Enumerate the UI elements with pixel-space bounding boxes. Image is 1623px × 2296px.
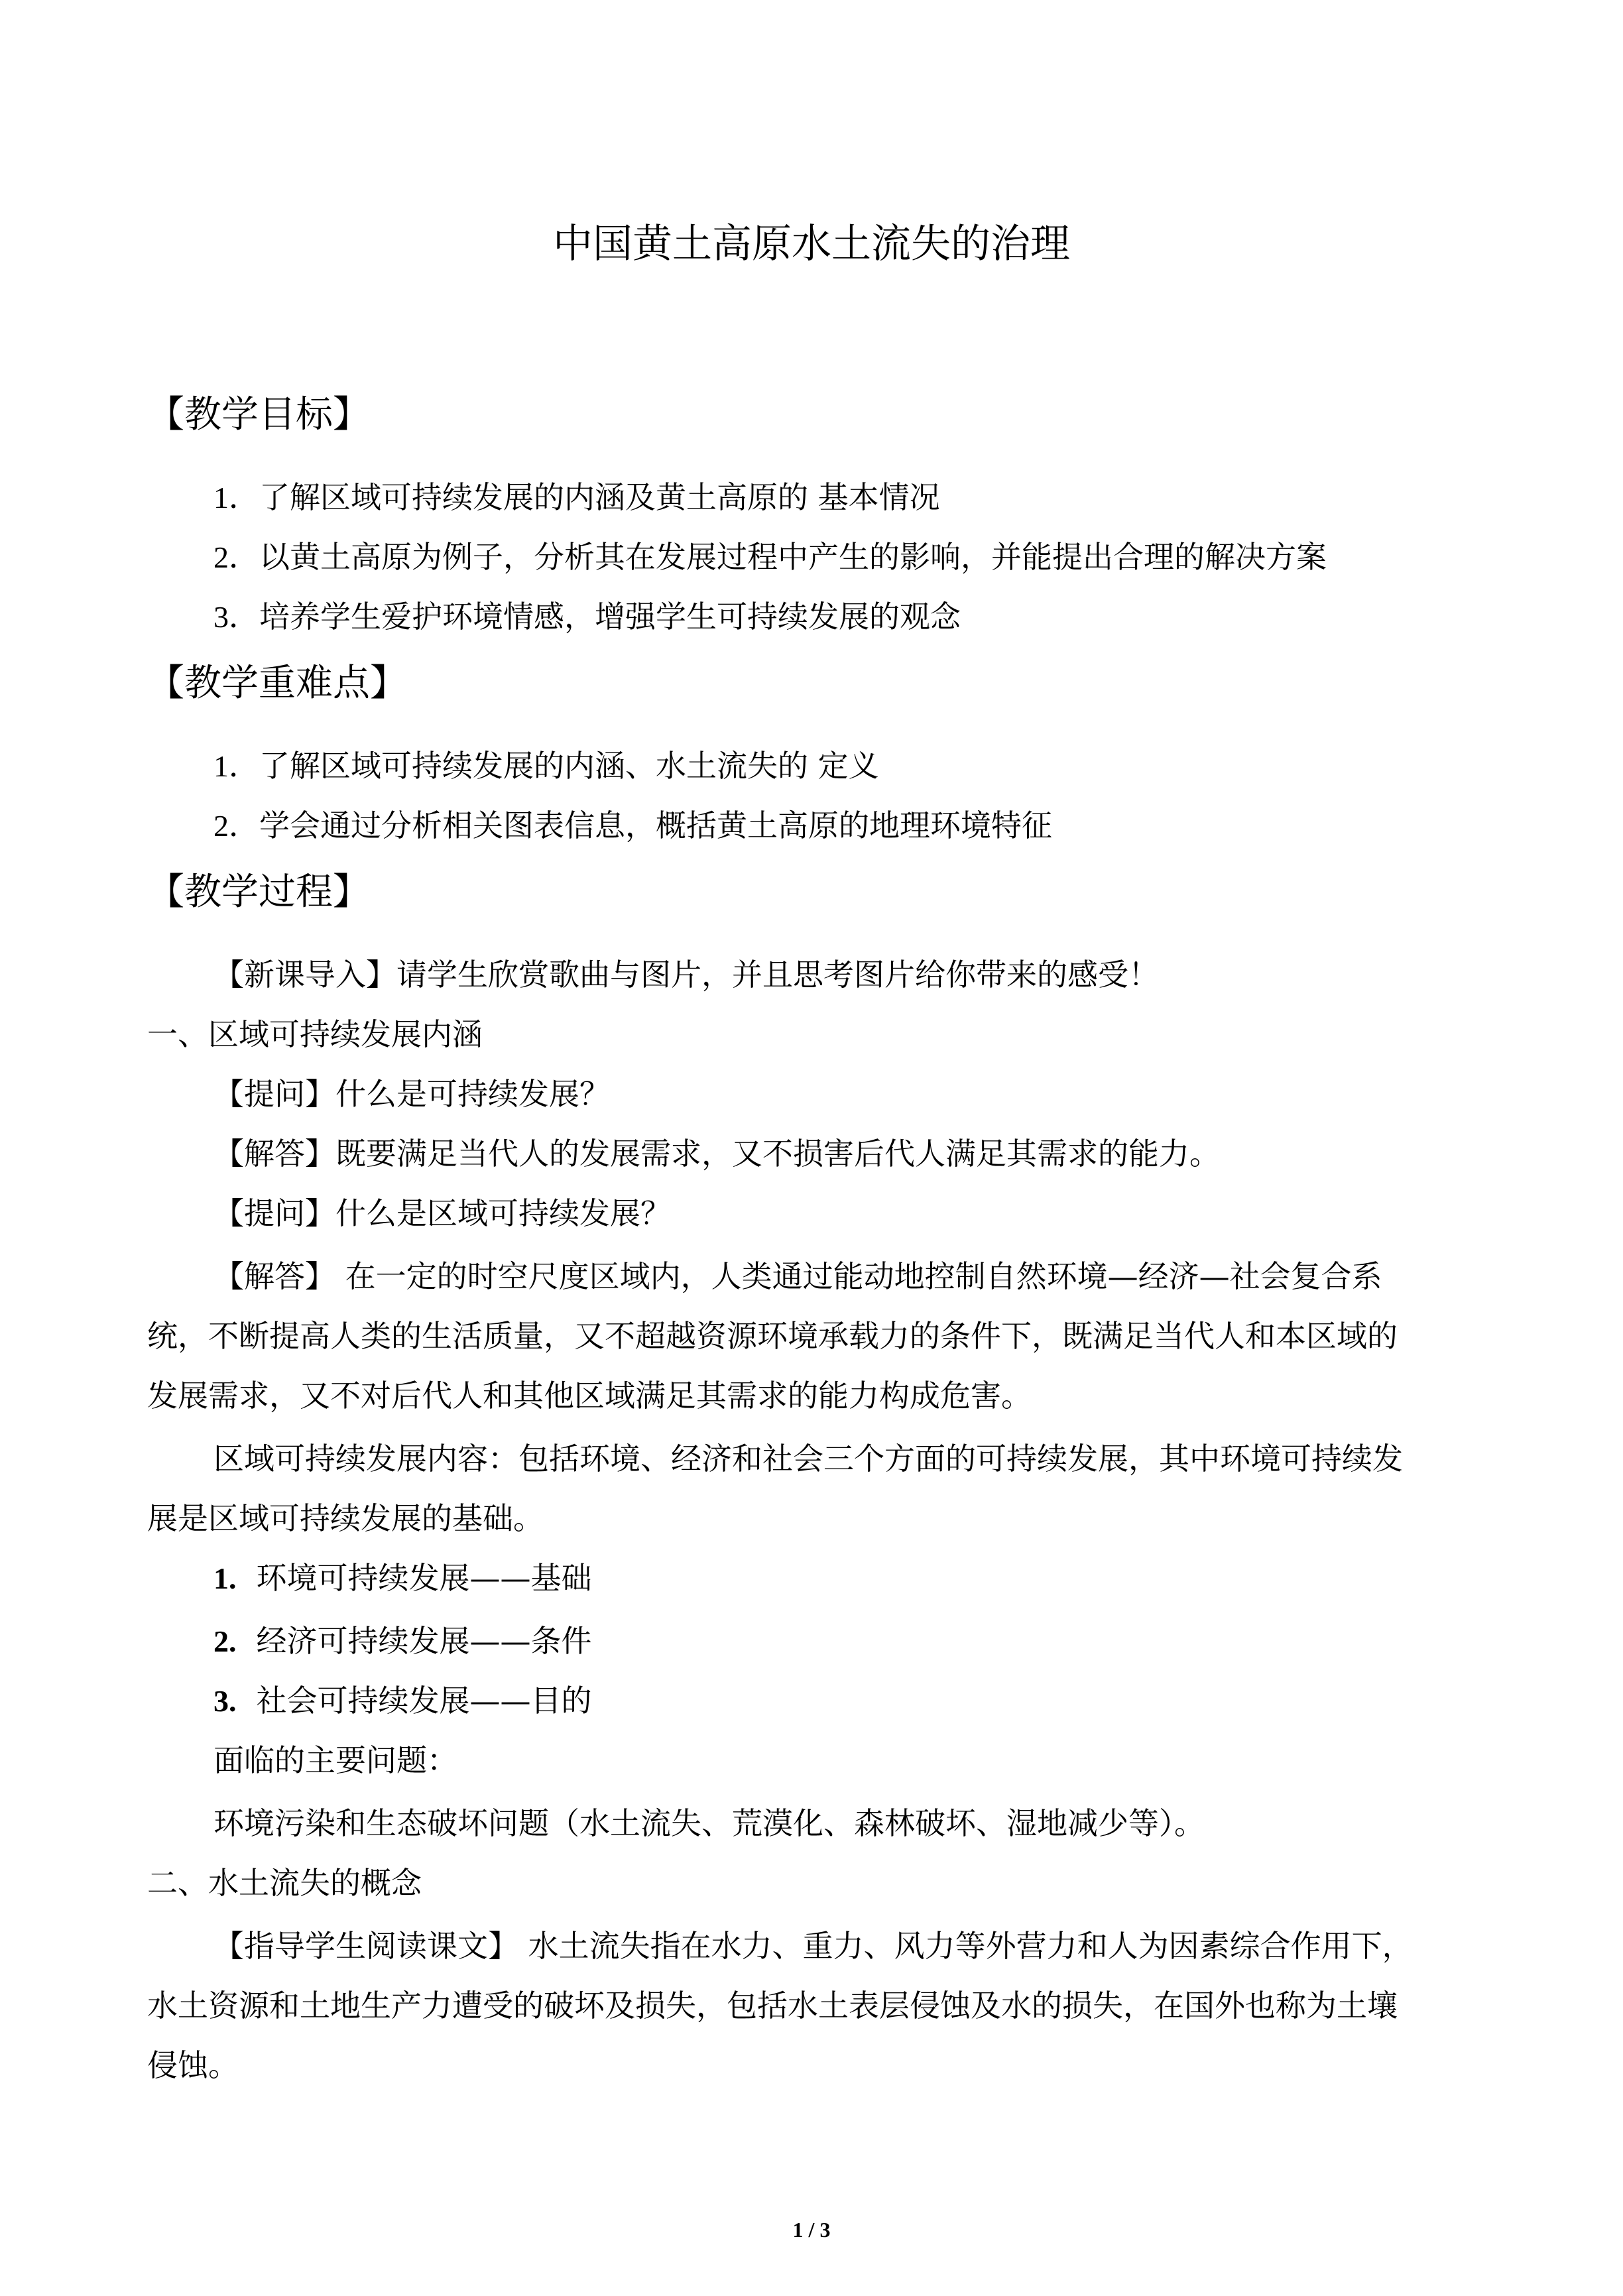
key-point-text: 了解区域可持续发展的内涵、水土流失的 定义 xyxy=(259,748,879,784)
pillar-item xyxy=(213,1558,592,1599)
pillar-text: 经济可持续发展——条件 xyxy=(256,1623,592,1659)
problems-text: 环境污染和生态破坏问题（水土流失、荒漠化、森林破坏、湿地减少等）。 xyxy=(213,1805,1205,1841)
pillar-number: 2. xyxy=(213,1624,237,1658)
intro-paragraph: 【新课导入】请学生欣赏歌曲与图片，并且思考图片给你带来的感受！ xyxy=(213,957,1159,993)
pillar-text: 社会可持续发展——目的 xyxy=(256,1683,592,1719)
pillar-item xyxy=(213,1681,592,1721)
key-point-item xyxy=(213,806,1052,846)
objective-item xyxy=(213,597,961,637)
section-two-title: 二、水土流失的概念 xyxy=(147,1865,422,1901)
key-point-number: 1． xyxy=(213,749,259,783)
objective-number: 3． xyxy=(213,600,259,634)
heading-objectives: 【教学目标】 xyxy=(147,393,370,436)
content-line: 展是区域可持续发展的基础。 xyxy=(147,1500,544,1536)
heading-process: 【教学过程】 xyxy=(147,871,370,914)
heading-key-points: 【教学重难点】 xyxy=(147,662,407,705)
key-point-text: 学会通过分析相关图表信息，概括黄土高原的地理环境特征 xyxy=(259,808,1052,843)
objective-item xyxy=(213,477,940,518)
pillar-number: 1. xyxy=(213,1561,237,1595)
objective-text: 培养学生爱护环境情感，增强学生可持续发展的观念 xyxy=(259,599,961,634)
objective-text: 了解区域可持续发展的内涵及黄土高原的 基本情况 xyxy=(259,479,940,515)
answer-2-line: 统，不断提高人类的生活质量，又不超越资源环境承载力的条件下，既满足当代人和本区域的 xyxy=(147,1318,1398,1354)
problems-label: 面临的主要问题： xyxy=(213,1742,457,1778)
answer-2-line: 发展需求，又不对后代人和其他区域满足其需求的能力构成危害。 xyxy=(147,1378,1032,1414)
pillar-text: 环境可持续发展——基础 xyxy=(256,1560,592,1596)
concept-line: 水土资源和土地生产力遭受的破坏及损失，包括水土表层侵蚀及水的损失，在国外也称为土壤 xyxy=(147,1988,1398,2024)
pillar-number: 3. xyxy=(213,1684,237,1718)
objective-number: 1． xyxy=(213,481,259,514)
pillar-item xyxy=(213,1621,592,1662)
page-indicator: 1 / 3 xyxy=(792,2218,831,2242)
objective-number: 2． xyxy=(213,540,259,574)
objective-item xyxy=(213,537,1327,577)
key-point-number: 2． xyxy=(213,809,259,843)
answer-1: 【解答】既要满足当代人的发展需求，又不损害后代人满足其需求的能力。 xyxy=(213,1136,1220,1172)
concept-line: 侵蚀。 xyxy=(147,2047,239,2083)
question-1: 【提问】什么是可持续发展？ xyxy=(213,1076,610,1112)
document-title: 中国黄土高原水土流失的治理 xyxy=(553,221,1070,267)
concept-line: 【指导学生阅读课文】 水土流失指在水力、重力、风力等外营力和人为因素综合作用下， xyxy=(213,1928,1413,1964)
objective-text: 以黄土高原为例子，分析其在发展过程中产生的影响，并能提出合理的解决方案 xyxy=(259,539,1327,575)
content-line: 区域可持续发展内容：包括环境、经济和社会三个方面的可持续发展，其中环境可持续发 xyxy=(213,1441,1403,1477)
answer-2-line: 【解答】 在一定的时空尺度区域内，人类通过能动地控制自然环境—经济—社会复合系 xyxy=(213,1258,1382,1294)
key-point-item xyxy=(213,746,879,786)
section-one-title: 一、区域可持续发展内涵 xyxy=(147,1016,483,1052)
question-2: 【提问】什么是区域可持续发展？ xyxy=(213,1195,671,1231)
